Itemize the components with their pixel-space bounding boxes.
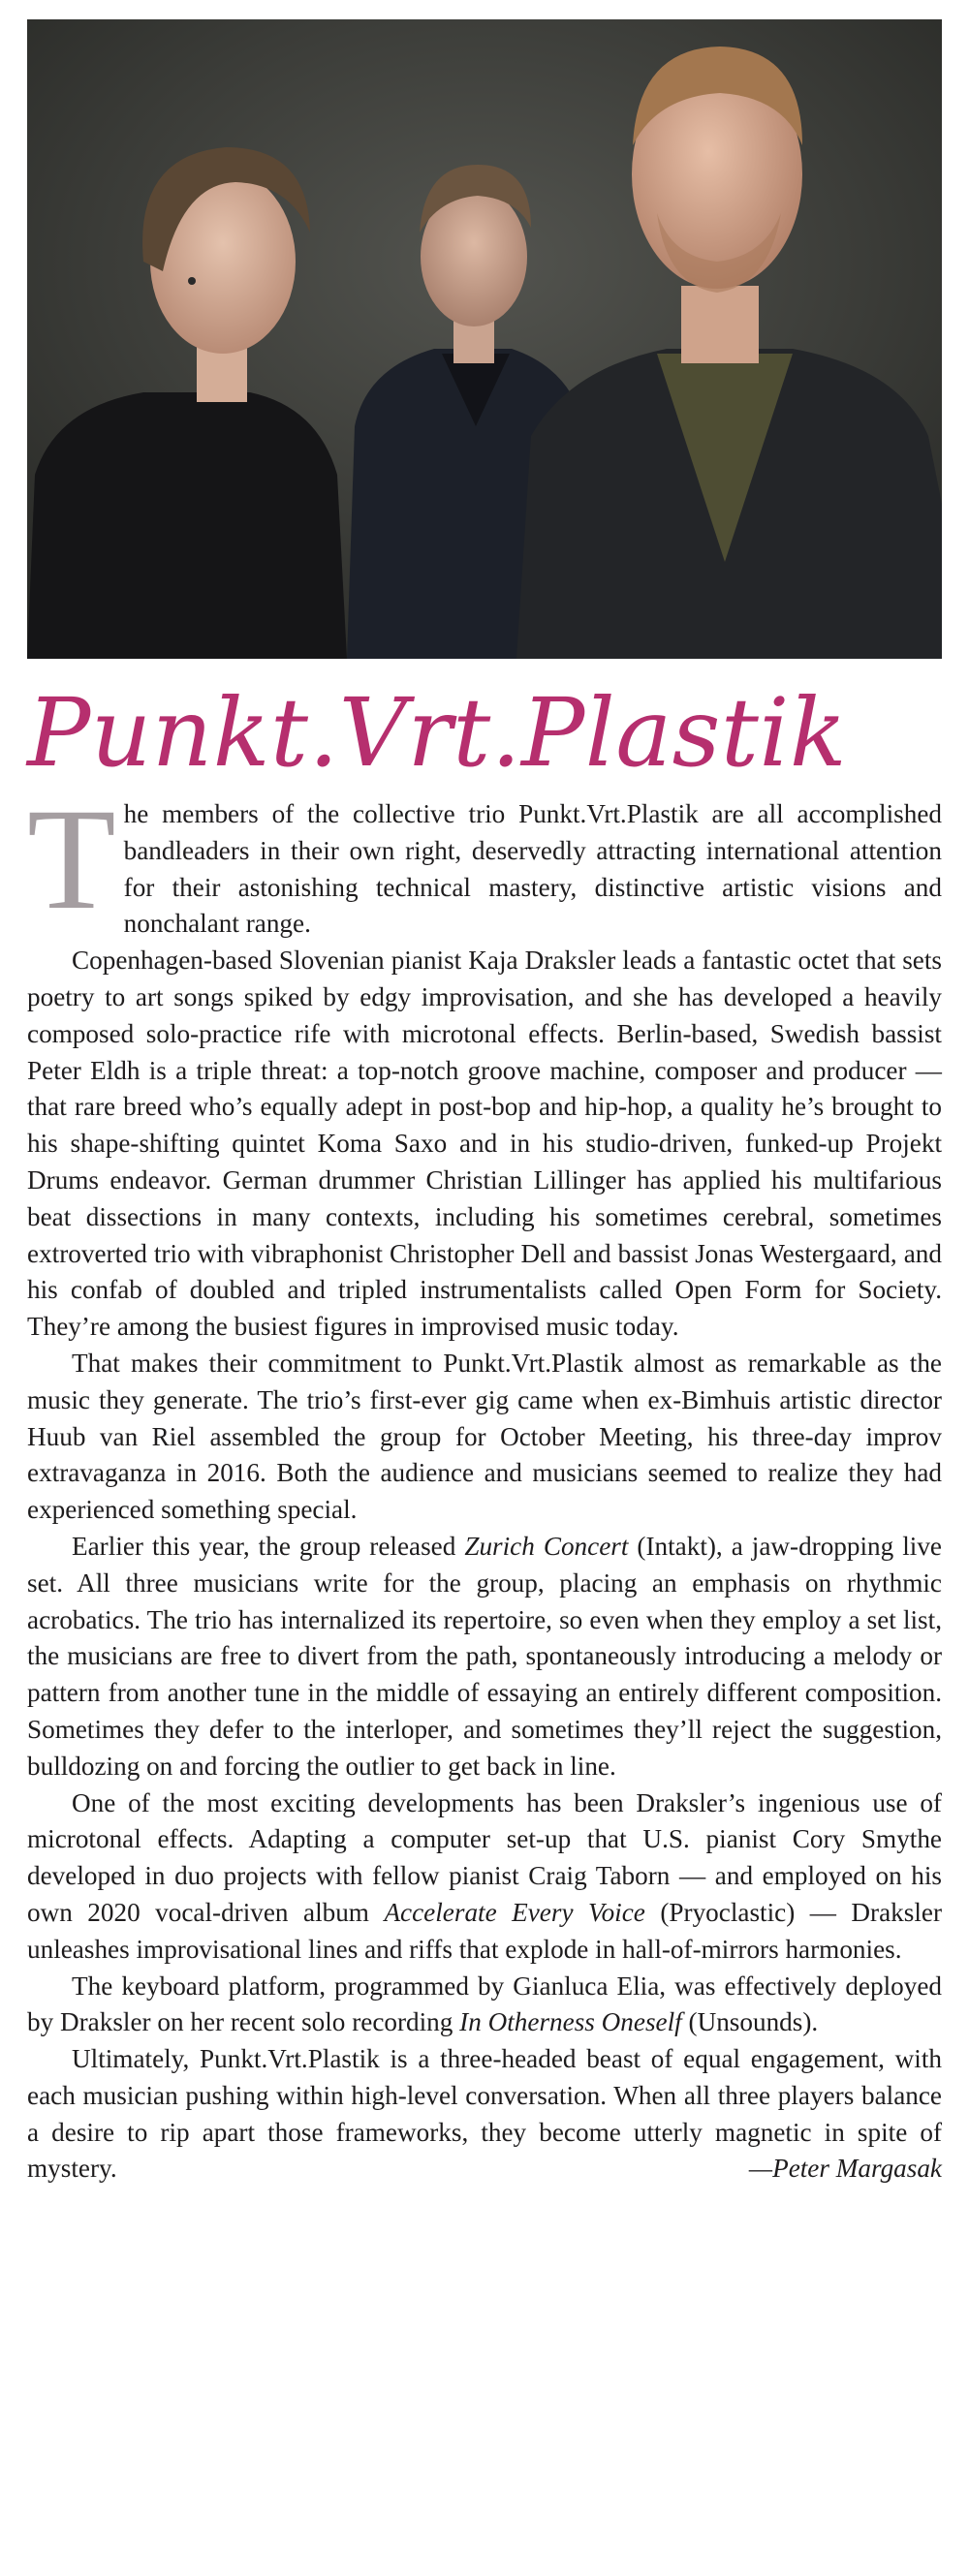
paragraph-7-text: Ultimately, Punkt.Vrt.Plastik is a three-headed beast of equal engagement, with each musician pushing within high-level conversation. When all three players balance a desire to rip apart those frameworks, they become utterly magnetic in spite of mystery. [27, 2044, 942, 2184]
paragraph-1 [27, 779, 942, 943]
paragraph-6-text-b: (Unsounds). [681, 2007, 819, 2037]
paragraph-4 [27, 1529, 942, 1785]
album-title-in-otherness-oneself: In Otherness Oneself [459, 2007, 682, 2037]
drop-cap: T [27, 779, 116, 940]
paragraph-6 [27, 1969, 942, 2042]
band-photo-illustration [27, 19, 942, 659]
paragraph-2: Copenhagen-based Slovenian pianist Kaja Draksler leads a fantastic octet that sets poetry to art songs spiked by edgy improvisation, and she has developed a heavily composed solo-practice rife with microtonal effects. Berlin-based, Swedish bassist Peter Eldh is a triple threat: a top-notch groove machine, composer and producer — that rare breed who’s equally adept in post-bop and hip-hop, a quality he’s brought to his shape-shifting quintet Koma Saxo and in his studio-driven, funked-up Projekt Drums endeavor. German drummer Christian Lillinger has applied his multifarious beat dissections in many contexts, including his sometimes cerebral, sometimes extroverted trio with vibraphonist Christopher Dell and bassist Jonas Westergaard, and his confab of doubled and tripled instrumentalists called Open Form for Society. They’re among the busiest figures in improvised music today. [27, 946, 942, 1342]
author-byline: —Peter Margasak [748, 2154, 942, 2184]
paragraph-4-text-b: (Intakt), a jaw-dropping live set. All three musicians write for the group, placing an emphasis on rhythmic acrobatics. The trio has internalized its repertoire, so even when they employ a set list, the musicians are free to divert from the path, spontaneously introducing a melody or pattern from another tune in the middle of essaying an entirely different composition. Sometimes they defer to the interloper, and sometimes they’ll reject the suggestion, bulldozing on and forcing the outlier to get back in line. [27, 1531, 942, 1781]
paragraph-7 [27, 2041, 942, 2188]
paragraph-5 [27, 1785, 942, 1969]
paragraph-5-text-b: (Pryoclastic) — Draksler unleashes improvisational lines and riffs that explode in hall-of-mirrors harmonies. [27, 1897, 942, 1964]
paragraph-3: That makes their commitment to Punkt.Vrt.Plastik almost as remarkable as the music they generate. The trio’s first-ever gig came when ex-Bimhuis artistic director Huub van Riel assembled the group for October Meeting, his three-day improv extravaganza in 2016. Both the audience and musicians seemed to realize they had experienced something special. [27, 1348, 942, 1525]
paragraph-1-text: he members of the collective trio Punkt.Vrt.Plastik are all accomplished bandleaders in their own right, deservedly attracting international attention for their astonishing technical mastery, distinctive artistic visions and nonchalant range. [123, 799, 942, 939]
album-title-accelerate-every-voice: Accelerate Every Voice [384, 1897, 645, 1927]
article-page [27, 19, 942, 2188]
paragraph-5-text-a: One of the most exciting developments has been Draksler’s ingenious use of microtonal effects. Adapting a computer set-up that U.S. pianist Cory Smythe developed in duo projects with fellow pianist Craig Taborn — and employed on his own 2020 vocal-driven album [27, 1787, 942, 1927]
paragraph-4-text-a: Earlier this year, the group released [72, 1531, 465, 1561]
paragraph-6-text-a: The keyboard platform, programmed by Gianluca Elia, was effectively deployed by Draksler on her recent solo recording [27, 1971, 942, 2037]
article-body [27, 779, 942, 2188]
band-photo [27, 19, 942, 659]
article-title: Punkt.Vrt.Plastik [27, 678, 848, 788]
album-title-zurich-concert: Zurich Concert [464, 1531, 629, 1561]
